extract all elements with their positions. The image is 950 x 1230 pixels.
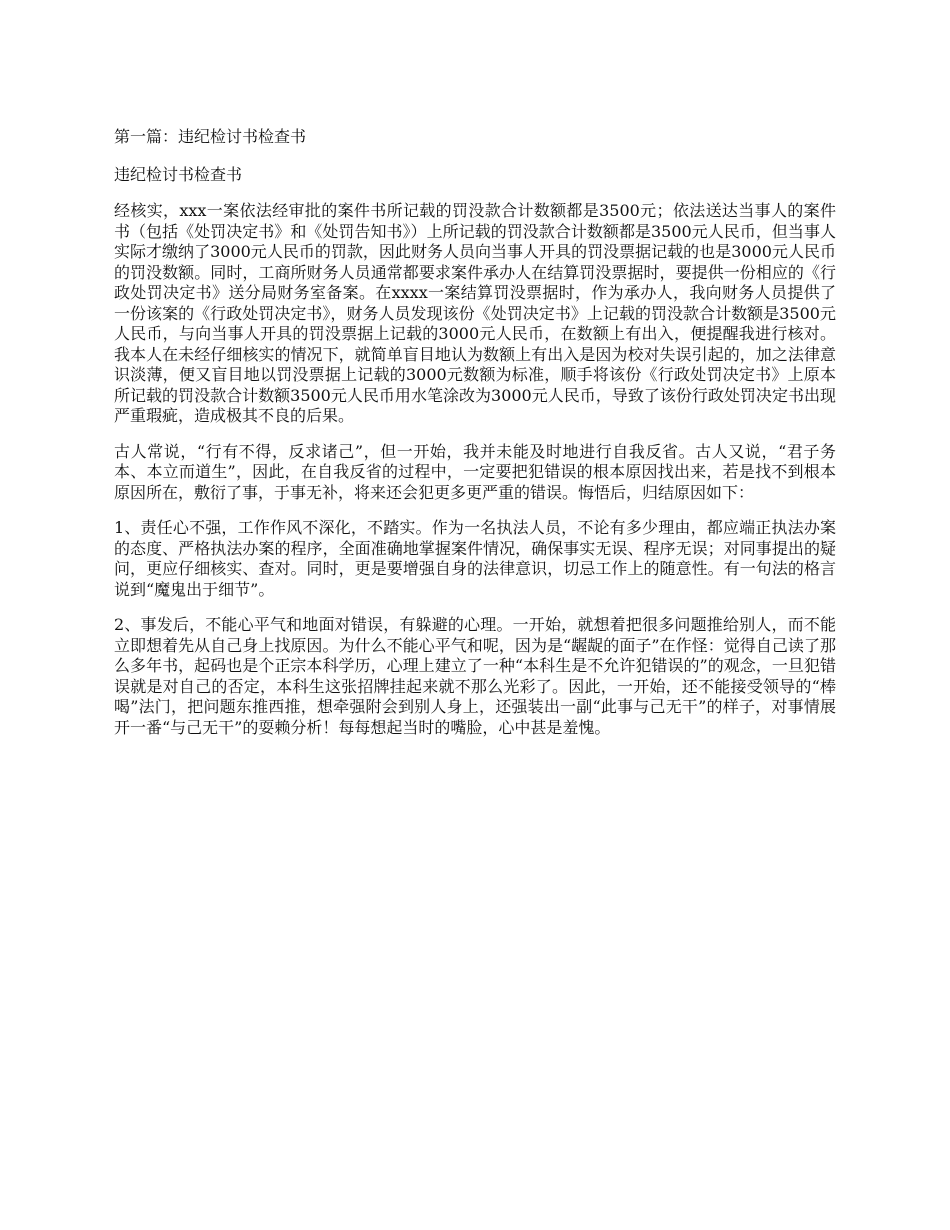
paragraph-reflection: 古人常说，“行有不得，反求诸己”，但一开始，我并未能及时地进行自我反省。古人又说，“君子务本、本立而道生”，因此，在自我反省的过程中，一定要把犯错误的根本原因找出来，若是找不到根本原因所在，敷衍了事，于事无补，将来还会犯更多更严重的错误。悔悟后，归结原因如下： [114, 441, 836, 502]
document-subtitle: 违纪检讨书检查书 [114, 165, 243, 184]
document-page [114, 126, 836, 753]
paragraph-reason-2: 2、事发后，不能心平气和地面对错误，有躲避的心理。一开始，就想着把很多问题推给别人，而不能立即想着先从自己身上找原因。为什么不能心平气和呢，因为是“龌龊的面子”在作怪：觉得自己读了那么多年书，起码也是个正宗本科学历，心理上建立了一种“本科生是不允许犯错误的”的观念，一旦犯错误就是对自己的否定，本科生这张招牌挂起来就不那么光彩了。因此，一开始，还不能接受领导的“棒喝”法门，把问题东推西推，想牵强附会到别人身上，还强装出一副“此事与己无干”的样子，对事情展开一番“与己无干”的耍赖分析！每每想起当时的嘴脸，心中甚是羞愧。 [114, 615, 836, 737]
document-title: 第一篇：违纪检讨书检查书 [114, 127, 307, 146]
paragraph-verification: 经核实，xxx一案依法经审批的案件书所记载的罚没款合计数额都是3500元；依法送达当事人的案件书（包括《处罚决定书》和《处罚告知书》）上所记载的罚没款合计数额都是3500元人民币，但当事人实际才缴纳了3000元人民币的罚款，因此财务人员向当事人开具的罚没票据记载的也是3000元人民币的罚没数额。同时，工商所财务人员通常都要求案件承办人在结算罚没票据时，要提供一份相应的《行政处罚决定书》送分局财务室备案。在xxxx一案结算罚没票据时，作为承办人，我向财务人员提供了一份该案的《行政处罚决定书》，财务人员发现该份《处罚决定书》上记载的罚没款合计数额是3500元人民币，与向当事人开具的罚没票据上记载的3000元人民币，在数额上有出入，便提醒我进行核对。我本人在未经仔细核实的情况下，就简单盲目地认为数额上有出入是因为校对失误引起的，加之法律意识淡薄，便又盲目地以罚没票据上记载的3000元数额为标准，顺手将该份《行政处罚决定书》上原本所记载的罚没款合计数额3500元人民币用水笔涂改为3000元人民币，导致了该份行政处罚决定书出现严重瑕疵，造成极其不良的后果。 [114, 201, 836, 425]
paragraph-reason-1: 1、责任心不强，工作作风不深化，不踏实。作为一名执法人员，不论有多少理由，都应端正执法办案的态度、严格执法办案的程序，全面准确地掌握案件情况，确保事实无误、程序无误；对同事提出的疑问，更应仔细核实、查对。同时，更是要增强自身的法律意识，切忌工作上的随意性。有一句法的格言说到“魔鬼出于细节”。 [114, 518, 836, 599]
